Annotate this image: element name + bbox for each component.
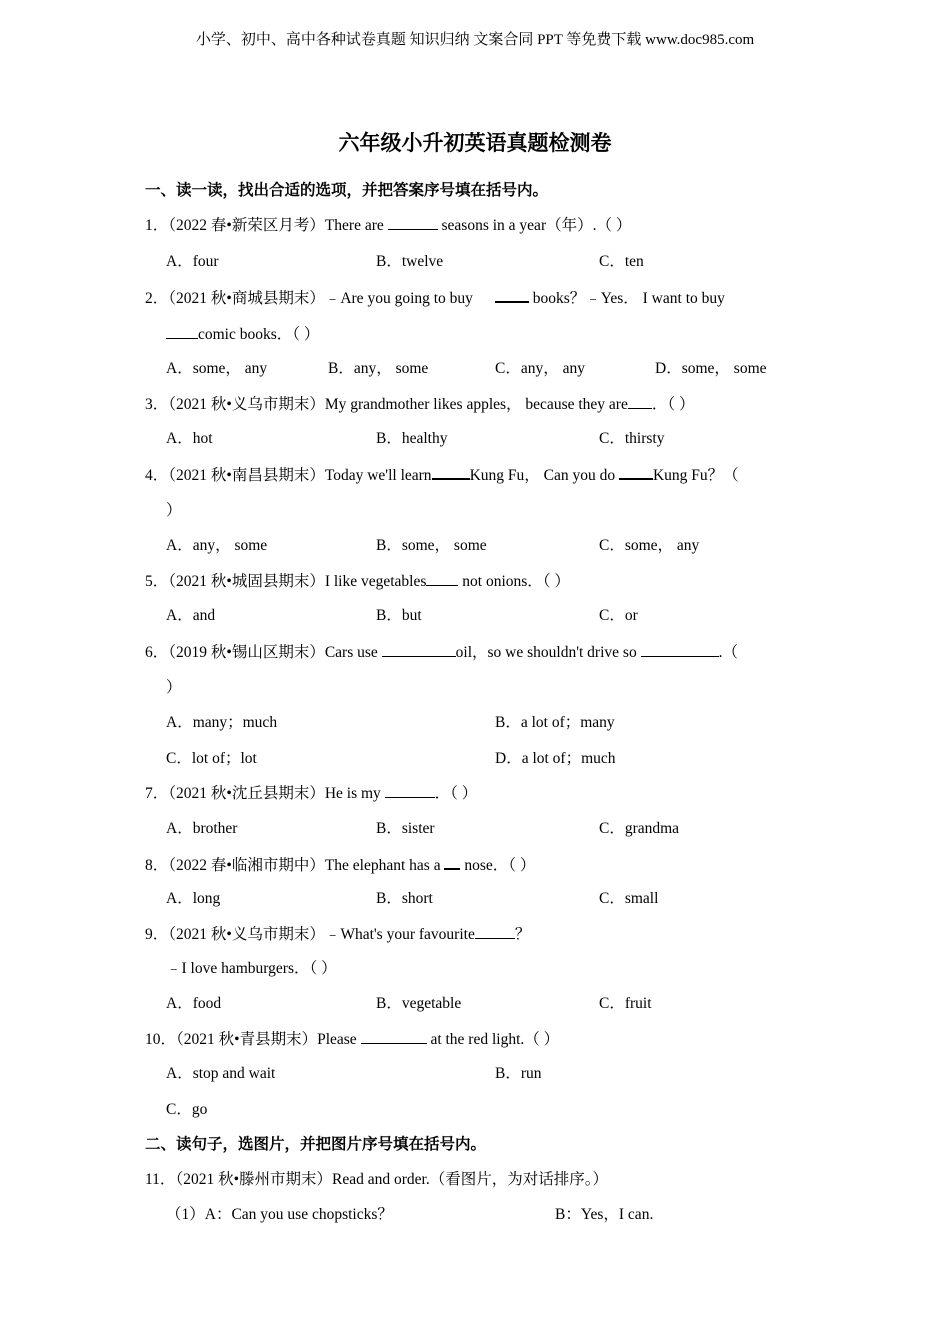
- question-1: [145, 215, 631, 236]
- question-11: [145, 1170, 608, 1190]
- q6-blank-1[interactable]: [382, 642, 456, 657]
- q9-option-b[interactable]: B．vegetable: [376, 995, 462, 1012]
- q5-text-pre: I like vegetables: [324, 573, 427, 590]
- question-3: [145, 394, 694, 415]
- q9-option-a[interactable]: A．food: [166, 995, 222, 1012]
- q4-blank-2[interactable]: [619, 464, 653, 480]
- q4-text-mid: Kung Fu， Can you do: [469, 467, 616, 484]
- q3-option-b[interactable]: B．healthy: [376, 430, 448, 447]
- q9-number: 9．: [145, 926, 169, 943]
- q7-number: 7．: [145, 785, 169, 802]
- question-2: [145, 287, 725, 309]
- q7-option-c[interactable]: C．grandma: [599, 820, 680, 837]
- q6-option-c[interactable]: C．lot of；lot: [166, 750, 257, 767]
- question-10: [145, 1029, 559, 1050]
- q6-text-post: .（: [718, 644, 738, 661]
- q5-source: （2021 秋•城固县期末）: [168, 573, 325, 590]
- q6-option-a[interactable]: A．many；much: [166, 714, 278, 731]
- q10-text-post: at the red light.（ ）: [430, 1031, 560, 1048]
- page-header: 小学、初中、高中各种试卷真题 知识归纳 文案合同 PPT 等免费下载 www.doc985.com: [195, 32, 755, 48]
- q6-option-b[interactable]: B．a lot of；many: [495, 714, 615, 731]
- q4-paren-close: ）: [166, 502, 182, 519]
- q2-option-d[interactable]: D．some， some: [655, 360, 767, 377]
- exam-title: 六年级小升初英语真题检测卷: [338, 131, 612, 155]
- q11-number: 11．: [145, 1171, 176, 1188]
- q9-source: （2021 秋•义乌市期末）: [168, 926, 325, 943]
- q1-text-pre: There are: [324, 217, 384, 234]
- q11-text: Read and order.（看图片，为对话排序。）: [332, 1171, 608, 1188]
- q3-option-a[interactable]: A．hot: [166, 430, 213, 447]
- q5-text-post: not onions．（ ）: [462, 573, 570, 590]
- q8-text-pre: The elephant has a: [324, 857, 441, 874]
- q10-text-pre: Please: [317, 1031, 357, 1048]
- q10-option-c[interactable]: C．go: [166, 1101, 208, 1118]
- section-1-heading: 一、读一读，找出合适的选项，并把答案序号填在括号内。: [145, 182, 549, 199]
- q4-option-a[interactable]: A．any， some: [166, 537, 268, 554]
- q7-text-pre: He is my: [324, 785, 381, 802]
- q2-blank-2[interactable]: [166, 324, 198, 339]
- q4-option-c[interactable]: C．some， any: [599, 537, 700, 554]
- q3-text-post: ．（ ）: [651, 396, 695, 413]
- q7-text-post: ．（ ）: [434, 785, 478, 802]
- q3-option-c[interactable]: C．thirsty: [599, 430, 665, 447]
- q7-blank[interactable]: [385, 783, 435, 798]
- q5-option-c[interactable]: C．or: [599, 607, 638, 624]
- q2-text-post: comic books．（ ）: [198, 326, 320, 343]
- q5-option-a[interactable]: A．and: [166, 607, 216, 624]
- q9-line-2: ﹣I love hamburgers．（ ）: [166, 960, 337, 977]
- q8-number: 8．: [145, 857, 169, 874]
- question-6: [145, 642, 738, 663]
- q2-text-pre: ﹣Are you going to buy: [324, 290, 473, 307]
- q6-text-pre: Cars use: [324, 644, 378, 661]
- q1-text-post: seasons in a year（年）.（ ）: [441, 217, 632, 234]
- q8-option-b[interactable]: B．short: [376, 890, 433, 907]
- q2-number: 2．: [145, 290, 169, 307]
- q11-source: （2021 秋•滕州市期末）: [175, 1171, 332, 1188]
- q10-blank[interactable]: [361, 1029, 427, 1044]
- section-2-heading: 二、读句子，选图片，并把图片序号填在括号内。: [145, 1136, 487, 1153]
- q1-source: （2022 春•新荣区月考）: [168, 217, 325, 234]
- q2-blank-1[interactable]: [495, 287, 529, 303]
- q2-option-a[interactable]: A．some， any: [166, 360, 268, 377]
- q6-number: 6．: [145, 644, 169, 661]
- q3-text-pre: My grandmother likes apples， because they are: [324, 396, 628, 413]
- q6-option-d[interactable]: D．a lot of；much: [495, 750, 616, 767]
- q6-paren-close: ）: [166, 679, 182, 696]
- q1-option-c[interactable]: C．ten: [599, 253, 644, 270]
- q6-blank-2[interactable]: [641, 642, 719, 657]
- q1-option-a[interactable]: A．four: [166, 253, 219, 270]
- q8-text-post: nose．（ ）: [464, 857, 536, 874]
- q2-option-b[interactable]: B．any， some: [328, 360, 429, 377]
- q2-source: （2021 秋•商城县期末）: [168, 290, 325, 307]
- q8-blank[interactable]: [444, 854, 460, 870]
- q8-option-a[interactable]: A．long: [166, 890, 221, 907]
- q2-line-2: [166, 324, 319, 345]
- q4-option-b[interactable]: B．some， some: [376, 537, 487, 554]
- q9-blank[interactable]: [475, 924, 515, 939]
- q7-option-a[interactable]: A．brother: [166, 820, 238, 837]
- q3-blank[interactable]: [628, 394, 652, 409]
- q3-number: 3．: [145, 396, 169, 413]
- q7-source: （2021 秋•沈丘县期末）: [168, 785, 325, 802]
- q5-blank[interactable]: [426, 571, 458, 586]
- q8-option-c[interactable]: C．small: [599, 890, 659, 907]
- question-5: [145, 571, 570, 592]
- q5-option-b[interactable]: B．but: [376, 607, 422, 624]
- question-4: [145, 464, 739, 486]
- q3-source: （2021 秋•义乌市期末）: [168, 396, 325, 413]
- q6-source: （2019 秋•锡山区期末）: [168, 644, 325, 661]
- question-9: [145, 924, 530, 945]
- q10-option-b[interactable]: B．run: [495, 1065, 542, 1082]
- q7-option-b[interactable]: B．sister: [376, 820, 435, 837]
- q4-number: 4．: [145, 467, 169, 484]
- q10-option-a[interactable]: A．stop and wait: [166, 1065, 276, 1082]
- q4-text-pre: Today we'll learn: [324, 467, 432, 484]
- q4-source: （2021 秋•南昌县期末）: [168, 467, 325, 484]
- q11-dialog-a: （1）A：Can you use chopsticks？: [166, 1206, 393, 1223]
- q5-number: 5．: [145, 573, 169, 590]
- q4-text-post: Kung Fu？（: [652, 467, 739, 484]
- q1-blank[interactable]: [388, 215, 438, 230]
- q11-dialog-b: B：Yes，I can.: [555, 1206, 654, 1223]
- q6-text-mid: oil，so we shouldn't drive so: [455, 644, 637, 661]
- q9-text-pre: ﹣What's your favourite: [324, 926, 475, 943]
- q10-source: （2021 秋•青县期末）: [176, 1031, 318, 1048]
- q2-text-mid: books？﹣Yes． I want to buy: [532, 290, 725, 307]
- q4-blank-1[interactable]: [432, 464, 470, 480]
- question-7: [145, 783, 477, 804]
- q10-number: 10．: [145, 1031, 177, 1048]
- q9-text-post: ？: [514, 926, 531, 943]
- question-8: [145, 854, 535, 876]
- q1-option-b[interactable]: B．twelve: [376, 253, 444, 270]
- q1-number: 1．: [145, 217, 169, 234]
- q9-option-c[interactable]: C．fruit: [599, 995, 652, 1012]
- q8-source: （2022 春•临湘市期中）: [168, 857, 325, 874]
- q2-option-c[interactable]: C．any， any: [495, 360, 585, 377]
